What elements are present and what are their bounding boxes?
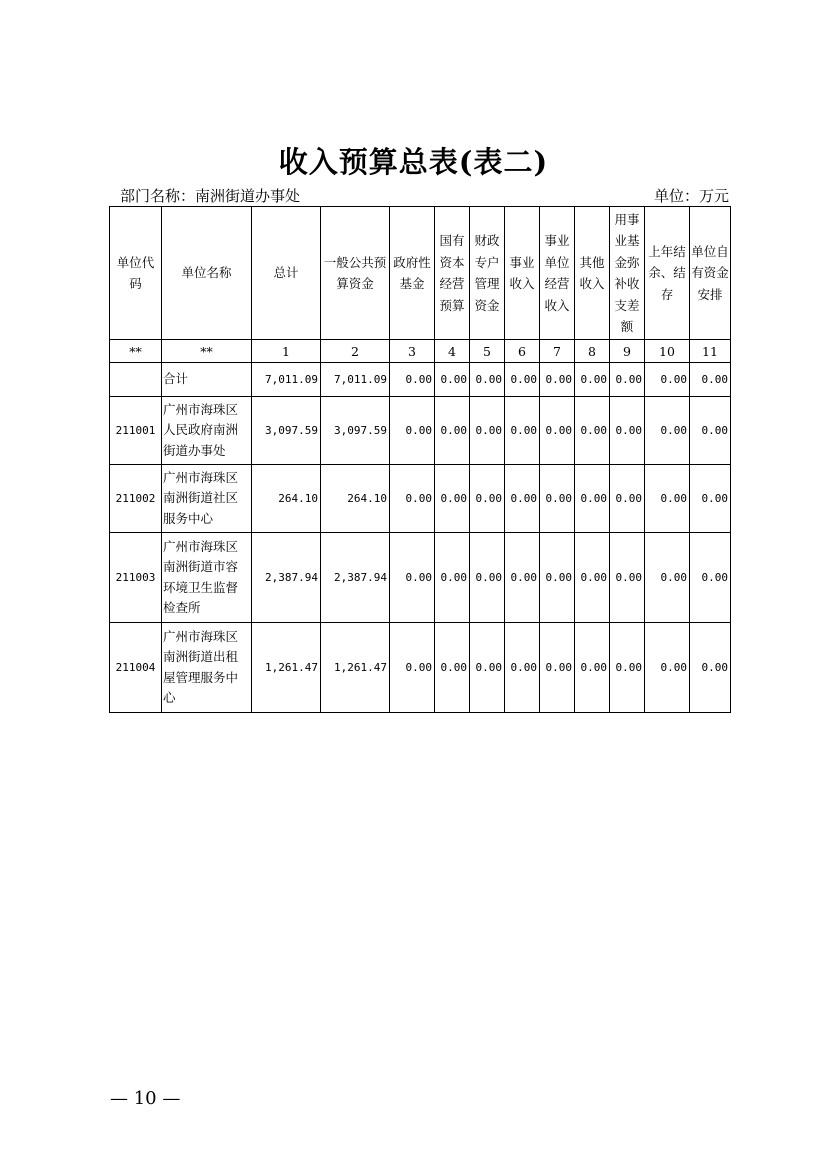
amount-cell: 0.00 — [540, 397, 575, 465]
amount-cell: 264.10 — [321, 465, 390, 533]
amount-cell: 2,387.94 — [252, 533, 321, 623]
unit-name-cell: 广州市海珠区南洲街道社区服务中心 — [162, 465, 252, 533]
header-cell: 总计 — [252, 207, 321, 340]
amount-cell: 0.00 — [435, 397, 470, 465]
amount-cell: 1,261.47 — [252, 623, 321, 713]
amount-cell: 0.00 — [645, 363, 690, 397]
header-cell: 一般公共预算资金 — [321, 207, 390, 340]
amount-cell: 0.00 — [610, 363, 645, 397]
index-cell: 11 — [690, 340, 731, 363]
amount-cell: 0.00 — [505, 623, 540, 713]
amount-cell: 0.00 — [575, 465, 610, 533]
amount-cell: 0.00 — [435, 533, 470, 623]
amount-cell: 264.10 — [252, 465, 321, 533]
amount-cell: 7,011.09 — [321, 363, 390, 397]
index-cell: 4 — [435, 340, 470, 363]
amount-cell: 0.00 — [645, 533, 690, 623]
amount-cell: 0.00 — [610, 465, 645, 533]
table-row — [110, 397, 731, 465]
index-cell: 3 — [390, 340, 435, 363]
unit-code-cell: 211003 — [110, 533, 162, 623]
unit-name-cell: 广州市海珠区人民政府南洲街道办事处 — [162, 397, 252, 465]
amount-cell: 2,387.94 — [321, 533, 390, 623]
table-row — [110, 533, 731, 623]
amount-cell: 0.00 — [505, 397, 540, 465]
amount-cell: 0.00 — [610, 533, 645, 623]
amount-cell: 0.00 — [575, 533, 610, 623]
amount-cell: 0.00 — [645, 623, 690, 713]
amount-cell: 0.00 — [610, 623, 645, 713]
amount-cell: 0.00 — [645, 465, 690, 533]
amount-cell: 0.00 — [470, 397, 505, 465]
unit-code-cell: 211002 — [110, 465, 162, 533]
amount-cell: 3,097.59 — [252, 397, 321, 465]
index-cell: 6 — [505, 340, 540, 363]
header-cell: 单位自有资金安排 — [690, 207, 731, 340]
header-cell: 单位代码 — [110, 207, 162, 340]
amount-cell: 0.00 — [690, 363, 731, 397]
page-number: — 10 — — [110, 1088, 181, 1109]
index-cell: ** — [162, 340, 252, 363]
amount-cell: 0.00 — [540, 533, 575, 623]
index-cell: 8 — [575, 340, 610, 363]
department-label: 部门名称：南洲街道办事处 — [120, 187, 301, 205]
amount-cell: 0.00 — [470, 623, 505, 713]
amount-cell: 0.00 — [470, 533, 505, 623]
table-row — [110, 623, 731, 713]
unit-name-cell: 广州市海珠区南洲街道市容环境卫生监督检查所 — [162, 533, 252, 623]
amount-cell: 3,097.59 — [321, 397, 390, 465]
unit-label: 单位：万元 — [653, 187, 729, 205]
unit-code-cell: 211004 — [110, 623, 162, 713]
amount-cell: 0.00 — [390, 363, 435, 397]
amount-cell: 0.00 — [390, 623, 435, 713]
index-cell: 7 — [540, 340, 575, 363]
income-budget-table — [109, 206, 731, 713]
amount-cell: 0.00 — [645, 397, 690, 465]
amount-cell: 0.00 — [690, 397, 731, 465]
index-cell: 5 — [470, 340, 505, 363]
table-row — [110, 363, 731, 397]
amount-cell: 0.00 — [470, 363, 505, 397]
header-cell: 事业单位经营收入 — [540, 207, 575, 340]
index-cell: 1 — [252, 340, 321, 363]
amount-cell: 0.00 — [435, 465, 470, 533]
header-cell: 事业收入 — [505, 207, 540, 340]
table-row — [110, 465, 731, 533]
index-cell: 10 — [645, 340, 690, 363]
amount-cell: 0.00 — [575, 363, 610, 397]
header-cell: 财政专户管理资金 — [470, 207, 505, 340]
index-row — [110, 340, 731, 363]
amount-cell: 0.00 — [390, 397, 435, 465]
amount-cell: 0.00 — [435, 363, 470, 397]
unit-name-cell: 广州市海珠区南洲街道出租屋管理服务中心 — [162, 623, 252, 713]
unit-code-cell — [110, 363, 162, 397]
amount-cell: 0.00 — [435, 623, 470, 713]
amount-cell: 0.00 — [540, 623, 575, 713]
header-cell: 单位名称 — [162, 207, 252, 340]
amount-cell: 0.00 — [575, 397, 610, 465]
index-cell: 2 — [321, 340, 390, 363]
amount-cell: 0.00 — [390, 465, 435, 533]
amount-cell: 0.00 — [505, 465, 540, 533]
page-title: 收入预算总表(表二) — [278, 145, 549, 179]
header-row — [110, 207, 731, 340]
amount-cell: 0.00 — [690, 623, 731, 713]
amount-cell: 1,261.47 — [321, 623, 390, 713]
index-cell: ** — [110, 340, 162, 363]
unit-code-cell: 211001 — [110, 397, 162, 465]
amount-cell: 0.00 — [690, 533, 731, 623]
amount-cell: 0.00 — [575, 623, 610, 713]
header-cell: 政府性基金 — [390, 207, 435, 340]
amount-cell: 0.00 — [690, 465, 731, 533]
header-cell: 上年结余、结存 — [645, 207, 690, 340]
header-cell: 国有资本经营预算 — [435, 207, 470, 340]
table-body — [110, 363, 731, 713]
index-cell: 9 — [610, 340, 645, 363]
amount-cell: 0.00 — [505, 533, 540, 623]
header-cell: 用事业基金弥补收支差额 — [610, 207, 645, 340]
amount-cell: 0.00 — [470, 465, 505, 533]
amount-cell: 0.00 — [610, 397, 645, 465]
amount-cell: 0.00 — [505, 363, 540, 397]
unit-name-cell: 合计 — [162, 363, 252, 397]
header-cell: 其他收入 — [575, 207, 610, 340]
amount-cell: 7,011.09 — [252, 363, 321, 397]
amount-cell: 0.00 — [390, 533, 435, 623]
amount-cell: 0.00 — [540, 465, 575, 533]
amount-cell: 0.00 — [540, 363, 575, 397]
